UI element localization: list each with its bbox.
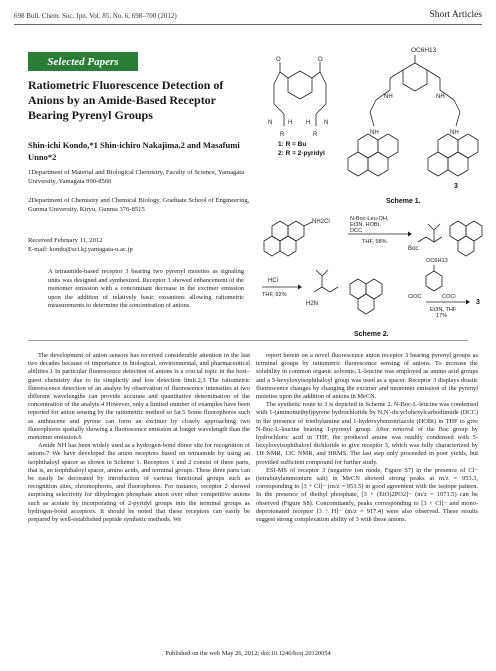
contact-email: E-mail: kondo@sci.kj.yamagata-u.ac.jp (28, 246, 133, 253)
abstract: A tetraamide-based receptor 3 bearing two pyrenyl moieties as signaling units was designed and synthesized. Receptor 3 showed enhancement of the monomer emission with a concomitant decrease in the excimer emission upon the addition of relatively basic oxoanions allowing ratiometric measurements to determine the concentration of anions. (48, 268, 244, 310)
r-group-label: R (313, 132, 318, 138)
received-date: Received February 11, 2012 (28, 237, 103, 244)
reagent-3-line-2: 17% (436, 313, 448, 319)
nh-label: NH (436, 94, 445, 100)
body-paragraph: The synthetic route to 3 is depicted in Scheme 2. N-Boc-L-leucine was condensed with 1-(aminomethyl)pyrene hydrochloride by N,N′-dicyclohexylcarbodiimide (DCC) in the presence of triethylamine and 1-hydroxybenzotriazole (HOBt) in THF to give N-Boc-L-leucine bearing 1-pyrenyl group. After removal of the Boc group by hydrochloric acid in THF, the produced amine was readily condensed with 5-hexyloxyisophthaloyl dichloride to give receptor 3, which was fully characterized by 1H NMR, 13C NMR, and HRMS. The last step only proceeded in poor yields, but provided sufficient compound for further study. (256, 401, 478, 466)
scheme-2-label: Scheme 2. (354, 331, 389, 338)
hexyloxy-label: OC6H13 (426, 258, 448, 264)
selected-papers-banner: Selected Papers (28, 52, 138, 71)
carbonyl-o-label: O (276, 57, 281, 63)
body-paragraph: The development of anion sensors has received considerable attention in the last two decades because of importance in biological, environmental, and pharmaceutical abilities.1 In particular fluorescence detection of anions is a crucial topic in the host–guest chemistry due to its simplicity and low detection limit.2,3 The ratiometric fluorescence detection of an analyte by observation of fluorescence intensities at two different wavelengths can provide accurate and quantitative determination of the concentration of the analyte.4 However, only a limited number of examples have been reported for anion sensing by the ratiometric method so far.5 Some fluorophores such as anthracene and pyrene can form an excimer by closely approaching two fluorophores spatially showing a fluorescence emission at longer wavelength than the monomer emission.6 (28, 352, 250, 442)
publication-footer: Published on the web May 26, 2012; doi:10.1246/bcsj.20120054 (165, 650, 331, 657)
h2n-label: H2N (306, 301, 319, 307)
body-paragraph: ESI-MS of receptor 3 (negative ion mode, Figure S7) in the presence of Cl− (tetrabutylammonium salt) in MeCN showed strong peaks at m/z = 953.3, corresponding to [3 + Cl]− (m/z = 953.5) in good agreement with the isotope pattern. In the presence of diethyl phosphate, [3 + (EtO)2PO2]− (m/z = 1071.5) can be observed (Figure S8). Concomitantly, peaks corresponding to [3 + Cl]− and mono-deprotonated receptor [3 − H]− (m/z = 917.4) were also observed. These results suggest strong complexation ability of 3 with these anions. (256, 466, 478, 524)
reagent-line-2: Et3N, HOBt, (350, 222, 381, 228)
acid-chloride-left: ClOC (408, 294, 422, 300)
journal-citation: 698 Bull. Chem. Soc. Jpn. Vol. 85, No. 6, 698–700 (2012) (14, 12, 177, 20)
body-paragraph: report herein on a novel fluorescence anion receptor 3 bearing pyrenyl groups as terminal groups by ratiometric fluorescence sensing of anions. To increase the solubility in common organic solvents, L-leucine was employed as amino acid groups and a 5-hexyloxyisophthaloyl group was used as a spacer. Receptor 3 displays drastic fluorescence changes by changing the excimer and monomer emission of the pyrenyl moieties upon the addition of anions in MeCN. (256, 352, 478, 401)
h-label: H (288, 120, 293, 126)
scheme-2-figure (258, 212, 488, 340)
author-list: Shin-ichi Kondo,*1 Shin-ichiro Nakajima,2 and Masafumi Unno*2 (28, 140, 240, 162)
compound-2-label: 2: R = 2-pyridyl (278, 150, 325, 157)
h-label: H (306, 120, 311, 126)
section-divider (28, 340, 468, 341)
article-type: Short Articles (429, 10, 482, 20)
compound-3-structure (348, 55, 478, 176)
r-group-label: R (280, 132, 285, 138)
product-3-label: 3 (476, 299, 480, 306)
article-title: Ratiometric Fluorescence Detection of Anions by an Amide-Based Receptor Bearing Pyrenyl Groups (28, 78, 224, 122)
header-rule (14, 24, 482, 25)
leu-pyrene-amine-structure (314, 270, 382, 314)
reagent-line-1: N-Boc-Leu-OH, (350, 216, 389, 222)
aminomethylpyrene-structure (264, 221, 312, 256)
affiliation-1: 1Department of Material and Biological Chemistry, Faculty of Science, Yamagata University, Yamagata 990-8560 (28, 169, 245, 185)
boc-leu-pyrene-structure (418, 221, 482, 256)
acid-chloride-right: COCl (442, 294, 456, 300)
reagent-3-line-1: Et3N, THF (430, 307, 457, 313)
received-info (28, 236, 258, 254)
amide-n-label: N (324, 120, 329, 126)
scheme-1-label: Scheme 1. (386, 198, 421, 205)
scheme-1-figure (258, 28, 488, 218)
body-column-right (256, 352, 478, 524)
body-column-left (28, 352, 250, 524)
solvent-1: THF, 58% (362, 239, 387, 245)
hexyloxy-label: OC6H13 (411, 47, 437, 54)
amine-label: NH2Cl (312, 219, 330, 225)
affiliation-2: 2Department of Chemistry and Chemical Biology, Graduate School of Engineering, Gunma University, Kiryu, Gunma 376-8515 (28, 197, 250, 213)
amide-n-label: N (268, 120, 273, 126)
compound-1-label: 1: R = Bu (278, 141, 307, 148)
carbonyl-o-label: O (318, 57, 323, 63)
hcl-reagent: HCl (268, 278, 278, 284)
isophthaloyl-dichloride-structure (426, 265, 442, 291)
boc-label: Boc (408, 246, 419, 252)
compound-3-label: 3 (454, 183, 458, 190)
compound-1-2-structure (274, 62, 329, 126)
solvent-2: THF, 92% (262, 292, 287, 298)
nh-label: NH (370, 130, 379, 136)
nh-label: NH (384, 94, 393, 100)
reagent-line-3: DCC (350, 228, 363, 234)
body-paragraph: Amide NH has been widely used as a hydrogen-bond donor site for recognition of anions.7 We have developed the anion receptors based on tetraamide by using an isophthaloyl spacer as shown in Scheme 1. Receptors 1 and 2 consist of three parts, that is, an isophthaloyl spacer, amino acids, and terminal groups. These three parts can be easily be decorated by introduction of various functional groups such as recognition sites, chromophores, and fluorophores. For instance, receptor 2 showed surprising selectivity for dihydrogen phosphate anion over other competitive anions such as acetate by incorporating of 2-pyridyl groups into the terminal groups as hydrogen-bond acceptors. It should be noted that these receptors can easily be prepared by well-established peptide synthetic methods. We (28, 442, 250, 524)
nh-label: NH (450, 130, 459, 136)
